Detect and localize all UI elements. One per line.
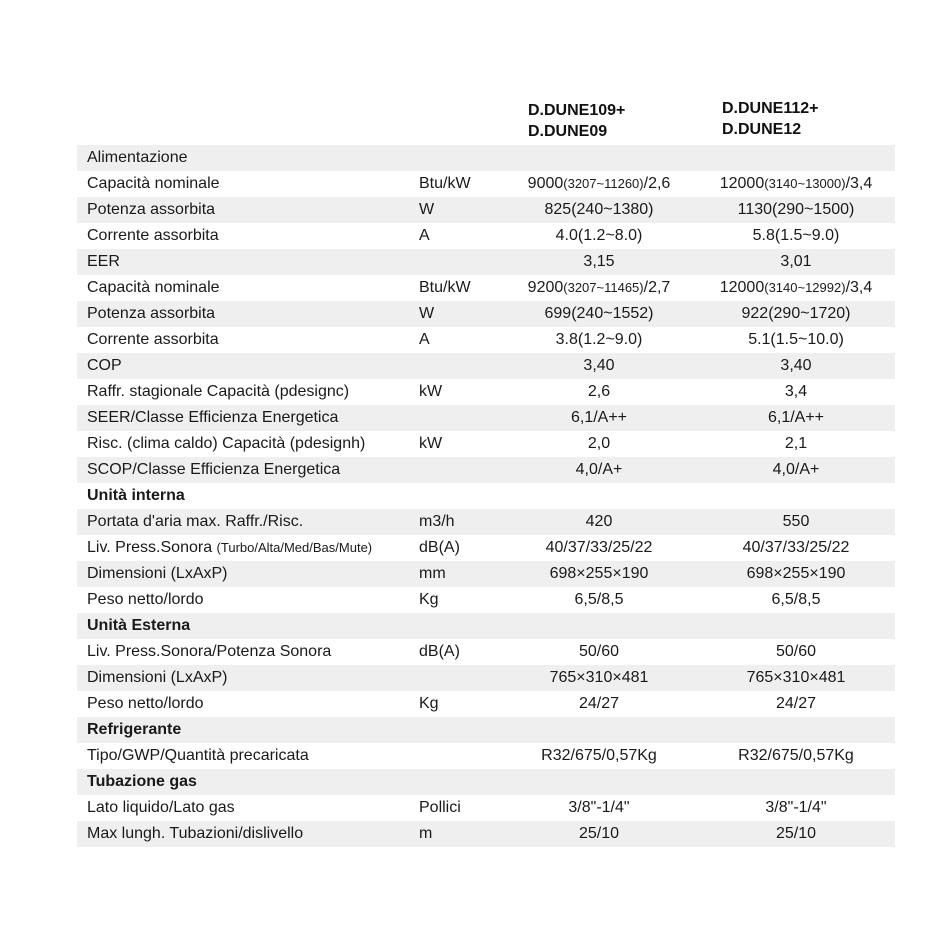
- row-label-text: Dimensioni (LxAxP): [87, 669, 228, 686]
- value-model-2: 3,40: [697, 353, 895, 379]
- row-unit: [419, 405, 501, 431]
- row-label-text: Capacità nominale: [87, 175, 220, 192]
- value-model-2: 5.1(1.5~10.0): [697, 327, 895, 353]
- row-unit: [419, 353, 501, 379]
- value-model-1: 40/37/33/25/22: [501, 535, 697, 561]
- table-row: [77, 509, 895, 535]
- row-unit: Pollici: [419, 795, 501, 821]
- section-row: [77, 613, 895, 639]
- row-label-text: Refrigerante: [87, 721, 182, 738]
- section-title: [77, 717, 419, 743]
- row-label-text: Peso netto/lordo: [87, 695, 204, 712]
- value-model-2: 50/60: [697, 639, 895, 665]
- row-label-text: Raffr. stagionale Capacità (pdesignc): [87, 383, 350, 400]
- value-model-2: [697, 171, 895, 197]
- row-label: [77, 145, 419, 171]
- row-label: [77, 431, 419, 457]
- row-label-text: Risc. (clima caldo) Capacità (pdesignh): [87, 435, 366, 452]
- value-model-2: 550: [697, 509, 895, 535]
- row-label: [77, 327, 419, 353]
- row-label-note: (Turbo/Alta/Med/Bas/Mute): [216, 540, 373, 555]
- value-model-2: 4,0/A+: [697, 457, 895, 483]
- row-label-text: Peso netto/lordo: [87, 591, 204, 608]
- section-title: [77, 483, 419, 509]
- value-main: 12000: [719, 175, 765, 192]
- model-2-line-2: D.DUNE12: [722, 121, 802, 138]
- value-model-2: 25/10: [697, 821, 895, 847]
- row-label-text: Capacità nominale: [87, 279, 220, 296]
- value-model-2: 6,1/A++: [697, 405, 895, 431]
- row-label-text: Corrente assorbita: [87, 227, 219, 244]
- row-label: [77, 223, 419, 249]
- value-model-2: 922(290~1720): [697, 301, 895, 327]
- row-label: [77, 639, 419, 665]
- value-model-1: [501, 769, 697, 795]
- spec-table: [77, 145, 895, 847]
- row-label-text: Tubazione gas: [87, 773, 197, 790]
- value-model-2: 24/27: [697, 691, 895, 717]
- value-model-1: [501, 171, 697, 197]
- value-model-1: 50/60: [501, 639, 697, 665]
- row-label: [77, 457, 419, 483]
- value-model-2: [697, 613, 895, 639]
- value-model-1: [501, 145, 697, 171]
- row-label-text: Lato liquido/Lato gas: [87, 799, 235, 816]
- table-row: [77, 145, 895, 171]
- value-model-1: 699(240~1552): [501, 301, 697, 327]
- row-unit: [419, 483, 501, 509]
- row-label: [77, 249, 419, 275]
- row-label: [77, 665, 419, 691]
- value-model-1: 25/10: [501, 821, 697, 847]
- row-label-text: Tipo/GWP/Quantità precaricata: [87, 747, 309, 764]
- row-unit: Kg: [419, 691, 501, 717]
- value-tail: /2,7: [643, 279, 671, 296]
- table-row: [77, 535, 895, 561]
- row-unit: kW: [419, 379, 501, 405]
- value-model-1: 3,40: [501, 353, 697, 379]
- table-row: [77, 171, 895, 197]
- model-header-1: [528, 100, 625, 142]
- value-model-1: 2,6: [501, 379, 697, 405]
- row-unit: [419, 613, 501, 639]
- value-tail: /3,4: [845, 175, 873, 192]
- value-model-1: 420: [501, 509, 697, 535]
- row-label-text: SCOP/Classe Efficienza Energetica: [87, 461, 341, 478]
- value-model-2: [697, 275, 895, 301]
- row-label-text: COP: [87, 357, 122, 374]
- value-range: (3140~12992): [764, 280, 846, 295]
- section-title: [77, 613, 419, 639]
- value-model-1: 6,5/8,5: [501, 587, 697, 613]
- row-label: [77, 275, 419, 301]
- row-unit: m3/h: [419, 509, 501, 535]
- table-row: [77, 821, 895, 847]
- value-tail: /3,4: [845, 279, 873, 296]
- row-unit: [419, 769, 501, 795]
- section-title: [77, 769, 419, 795]
- value-model-2: 3,01: [697, 249, 895, 275]
- value-tail: /2,6: [643, 175, 671, 192]
- row-unit: [419, 665, 501, 691]
- row-label: [77, 509, 419, 535]
- row-label-text: Dimensioni (LxAxP): [87, 565, 228, 582]
- row-unit: W: [419, 197, 501, 223]
- table-row: [77, 327, 895, 353]
- value-model-1: 825(240~1380): [501, 197, 697, 223]
- value-model-2: 6,5/8,5: [697, 587, 895, 613]
- value-model-1: 698×255×190: [501, 561, 697, 587]
- value-model-1: 24/27: [501, 691, 697, 717]
- row-label-text: Liv. Press.Sonora: [87, 539, 213, 556]
- value-range: (3207~11465): [563, 280, 644, 295]
- value-model-2: [697, 717, 895, 743]
- section-row: [77, 769, 895, 795]
- value-range: (3140~13000): [764, 176, 846, 191]
- value-model-1: 4.0(1.2~8.0): [501, 223, 697, 249]
- table-row: [77, 223, 895, 249]
- table-row: [77, 639, 895, 665]
- row-label-text: Max lungh. Tubazioni/dislivello: [87, 825, 304, 842]
- row-label: [77, 301, 419, 327]
- value-model-1: 3.8(1.2~9.0): [501, 327, 697, 353]
- value-model-2: [697, 145, 895, 171]
- row-label-text: Portata d'aria max. Raffr./Risc.: [87, 513, 304, 530]
- row-label: [77, 561, 419, 587]
- table-row: [77, 691, 895, 717]
- row-unit: [419, 717, 501, 743]
- model-2-line-1: D.DUNE112+: [722, 100, 819, 117]
- value-model-1: 3/8"-1/4": [501, 795, 697, 821]
- model-1-line-2: D.DUNE09: [528, 123, 608, 140]
- row-label: [77, 587, 419, 613]
- row-unit: A: [419, 223, 501, 249]
- row-label-text: Unità Esterna: [87, 617, 191, 634]
- table-row: [77, 353, 895, 379]
- value-model-1: R32/675/0,57Kg: [501, 743, 697, 769]
- table-row: [77, 665, 895, 691]
- row-label: [77, 535, 419, 561]
- value-model-1: [501, 613, 697, 639]
- table-row: [77, 431, 895, 457]
- row-label: [77, 821, 419, 847]
- table-row: [77, 587, 895, 613]
- table-row: [77, 301, 895, 327]
- value-model-2: 3/8"-1/4": [697, 795, 895, 821]
- value-model-1: 4,0/A+: [501, 457, 697, 483]
- row-unit: dB(A): [419, 535, 501, 561]
- table-row: [77, 561, 895, 587]
- row-unit: [419, 249, 501, 275]
- value-model-2: 765×310×481: [697, 665, 895, 691]
- value-model-1: 6,1/A++: [501, 405, 697, 431]
- row-unit: dB(A): [419, 639, 501, 665]
- value-model-2: R32/675/0,57Kg: [697, 743, 895, 769]
- value-range: (3207~11260): [563, 176, 644, 191]
- table-row: [77, 795, 895, 821]
- table-row: [77, 275, 895, 301]
- value-model-2: 2,1: [697, 431, 895, 457]
- row-unit: [419, 457, 501, 483]
- table-row: [77, 743, 895, 769]
- value-model-1: [501, 717, 697, 743]
- table-row: [77, 197, 895, 223]
- row-label-text: EER: [87, 253, 120, 270]
- value-model-2: 3,4: [697, 379, 895, 405]
- row-label-text: SEER/Classe Efficienza Energetica: [87, 409, 339, 426]
- value-model-2: [697, 483, 895, 509]
- row-unit: [419, 145, 501, 171]
- row-unit: W: [419, 301, 501, 327]
- row-unit: Btu/kW: [419, 171, 501, 197]
- table-row: [77, 249, 895, 275]
- row-unit: Btu/kW: [419, 275, 501, 301]
- value-model-1: [501, 275, 697, 301]
- row-label: [77, 405, 419, 431]
- value-model-1: 2,0: [501, 431, 697, 457]
- row-label-text: Potenza assorbita: [87, 201, 216, 218]
- value-model-2: [697, 769, 895, 795]
- row-unit: mm: [419, 561, 501, 587]
- row-unit: Kg: [419, 587, 501, 613]
- row-label: [77, 379, 419, 405]
- row-label: [77, 353, 419, 379]
- row-unit: A: [419, 327, 501, 353]
- value-model-2: 698×255×190: [697, 561, 895, 587]
- row-label: [77, 171, 419, 197]
- value-model-1: 765×310×481: [501, 665, 697, 691]
- row-label: [77, 197, 419, 223]
- row-unit: kW: [419, 431, 501, 457]
- row-label-text: Unità interna: [87, 487, 185, 504]
- value-main: 9000: [527, 175, 564, 192]
- row-label: [77, 795, 419, 821]
- row-label-text: Alimentazione: [87, 149, 188, 166]
- value-model-1: 3,15: [501, 249, 697, 275]
- row-unit: m: [419, 821, 501, 847]
- value-model-2: 1130(290~1500): [697, 197, 895, 223]
- model-1-line-1: D.DUNE109+: [528, 102, 626, 119]
- row-label: [77, 743, 419, 769]
- row-label-text: Liv. Press.Sonora/Potenza Sonora: [87, 643, 332, 660]
- model-header-2: [722, 98, 819, 140]
- row-label: [77, 691, 419, 717]
- table-row: [77, 405, 895, 431]
- table-row: [77, 379, 895, 405]
- table-row: [77, 457, 895, 483]
- value-model-2: 5.8(1.5~9.0): [697, 223, 895, 249]
- row-label-text: Potenza assorbita: [87, 305, 216, 322]
- value-main: 9200: [527, 279, 564, 296]
- section-row: [77, 717, 895, 743]
- value-model-1: [501, 483, 697, 509]
- value-model-2: 40/37/33/25/22: [697, 535, 895, 561]
- section-row: [77, 483, 895, 509]
- row-label-text: Corrente assorbita: [87, 331, 219, 348]
- value-main: 12000: [719, 279, 765, 296]
- row-unit: [419, 743, 501, 769]
